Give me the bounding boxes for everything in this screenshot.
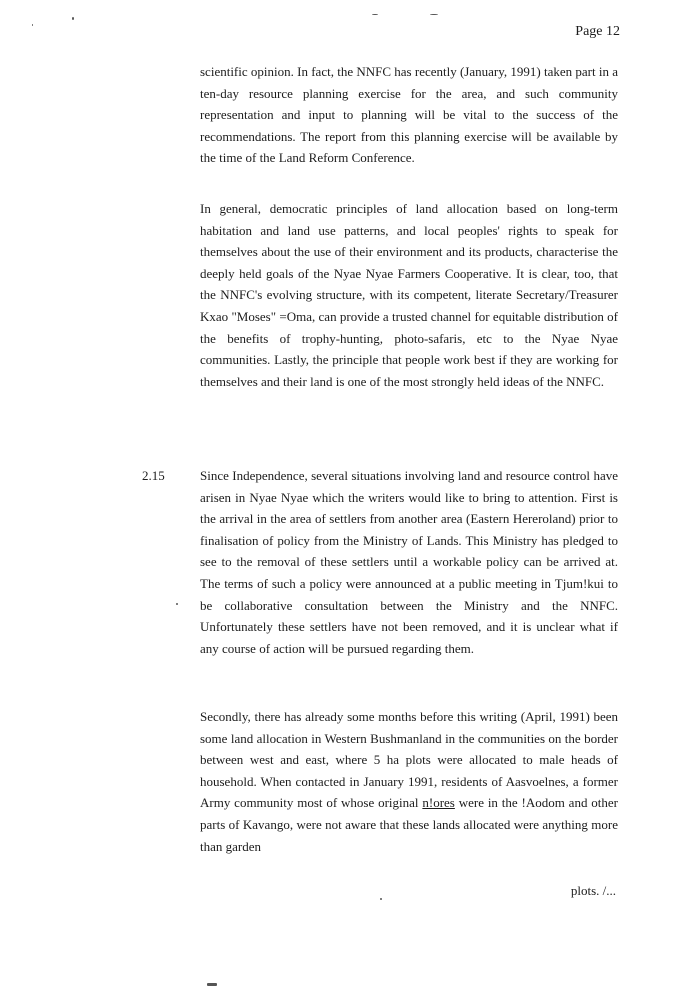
paragraph-4-text-b: were in the !Aodom and other parts of Kavango, were not aware that these lands allocated were anything more than garden — [200, 795, 618, 854]
scan-speck — [32, 24, 33, 26]
scan-speck — [207, 983, 217, 986]
paragraph-4 — [200, 706, 618, 857]
scan-speck — [430, 14, 438, 15]
scan-speck — [372, 14, 378, 15]
paragraph-4-underlined-term: n!ores — [422, 795, 455, 811]
paragraph-2: In general, democratic principles of land allocation based on long-term habitation and land use patterns, and local peoples' rights to speak for themselves about the use of their environment and its products, characterise the deeply held goals of the Nyae Nyae Farmers Cooperative. It is clear, too, that the NNFC's evolving structure, with its competent, literate Secretary/Treasurer Kxao "Moses" =Oma, can provide a trusted channel for equitable distribution of the benefits of trophy-hunting, photo-safaris, etc to the Nyae Nyae communities. Lastly, the principle that people work best if they are working for themselves and their land is one of the most strongly held ideas of the NNFC. — [200, 201, 618, 389]
page-number: Page 12 — [575, 24, 620, 39]
paragraph-4-text-a: Secondly, there has already some months before this writing (April, 1991) been some land allocation in Western Bushmanland in the communities on the border between west and east, where 5 ha plots were allocated to male heads of household. When contacted in January 1991, residents of Aasvoelnes, a former Army community most of whose original — [200, 709, 618, 811]
paragraph-3: Since Independence, several situations involving land and resource control have arisen in Nyae Nyae which the writers would like to bring to attention. First is the arrival in the area of settlers from another area (Eastern Hereroland) prior to finalisation of policy from the Ministry of Lands. This Ministry has pledged to see to the removal of these settlers until a workable policy can be arrived at. The terms of such a policy were announced at a public meeting in Tjum!kui to be collaborative consultation between the Ministry and the NNFC. Unfortunately these settlers have not been removed, and it is unclear what if any course of action will be pursued regarding them. — [200, 468, 618, 656]
scan-speck — [176, 603, 178, 605]
scan-speck — [72, 17, 74, 20]
section-number: 2.15 — [142, 468, 165, 483]
continuation-marker: plots. /... — [570, 883, 616, 898]
paragraph-1: scientific opinion. In fact, the NNFC has recently (January, 1991) taken part in a ten-day resource planning exercise for the area, and such community representation and input to planning will be vital to the success of the recommendations. The report from this planning exercise will be available by the time of the Land Reform Conference. — [200, 64, 618, 166]
scan-speck — [380, 898, 382, 900]
